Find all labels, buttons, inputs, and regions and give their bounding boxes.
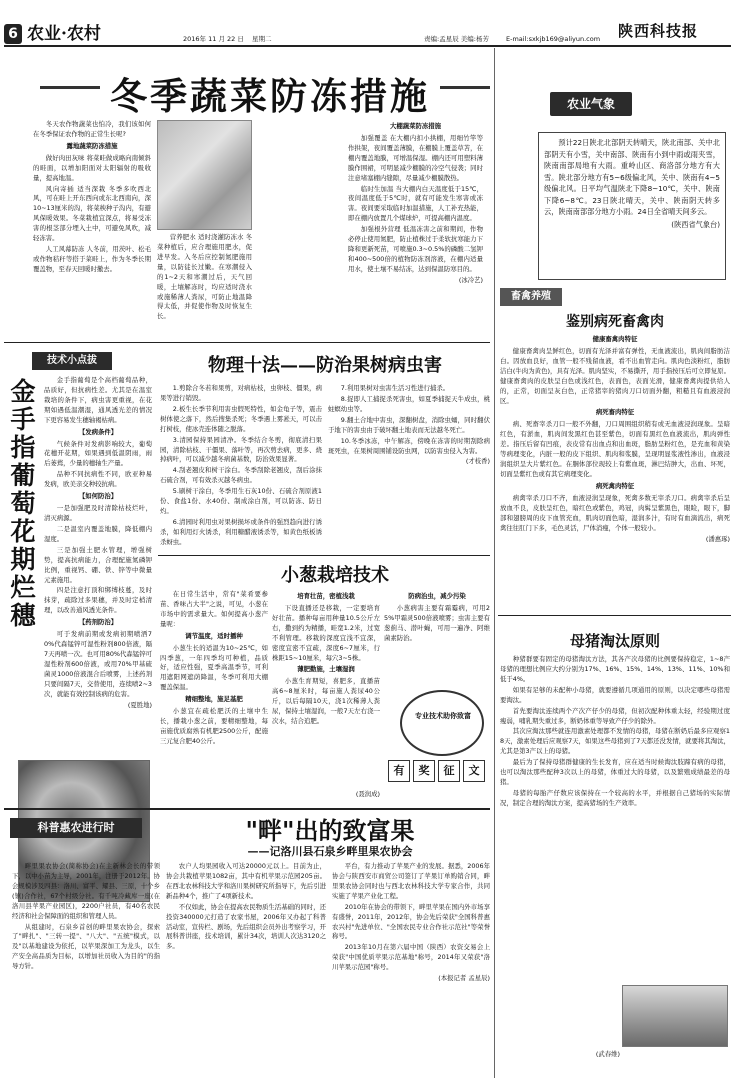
onion-byline: (聂润成) [355,790,380,798]
fruit-para: 6.清园时利用虫对果树损坏或条件的强烈趋向进行诱杀，如利用灯火诱杀，利用糖醋液诱杀等，如黄色纸板诱杀蚜虫。 [160,517,322,546]
pig-para: 首先要淘汰连续两个产次产仔少的母猪，但初次配种体重太轻，经验期过度瘦弱，哺乳期失重过多，断奶体重等导致产仔少的除外。 [500,706,730,725]
grape-subhead: 【发病条件】 [78,427,118,436]
pig-para: 如果有足够的未配种小母猪，就要遵循几项通用的原则，以决定哪些母猪需要淘汰。 [500,685,730,704]
logo-caption: 专业技术助你致富 [415,712,471,720]
header-rule [4,45,731,47]
weather-kicker: 农业气象 [550,92,632,116]
pig-para: 母猪的每胎产仔数应该保持在一个较高的水平，并根据自己猪场的实际情况，制定合理的淘汰方案，提高猪场的生产效率。 [500,788,730,807]
frost-para: 风向寄插 适当深栽 冬季多吹西北风，可在畦上开东西向或东北西南向，深10~13厘米的沟，将菜秧种子沟内，有避风保暖效果。冬菜栽植宜深点，将易受冻害的根茎部分埋入土中，可避免风吹，减轻冻害。 [33,184,151,243]
tech-para: 不仅如此，协会在提高农民物质生活基础的同时，还投资340000元打造了农家书屋，2006年又办起了科普活动室，宣传栏、剧场，先后组织会员外出考察学习，开展科普讲座，技术培训，累计34次，培训人次达3120之多。 [166,902,326,951]
writing-contest-seal [388,760,485,782]
pig-para: 种猪群要有固定的母猪淘汰方法，其各产次母猪的比例要保持稳定，1~8产母猪的理想比例应大约分别为17%、16%、15%、14%、13%、11%、10%和低于4%。 [500,655,730,683]
onion-subhead: 培育壮苗，密植浅栽 [297,592,355,600]
onion-subhead: 调节温度，适时播种 [185,631,243,640]
pig-byline: (武春维) [595,1050,620,1058]
livestock-article [500,333,730,605]
onion-article-col3 [384,590,490,690]
fruit-para: 5.刷树干涂白，冬季用生石灰10份、石硫合剂原液1份、食盐1份、水40份、制成涂白剂，可以防冻、防日灼。 [160,487,322,516]
seal-char: 有 [388,760,410,782]
onion-article-col1 [160,590,268,795]
frost-article-col4 [348,120,483,340]
tech-para: 2010年在协会的带领下，畔里苹果在国内外市场享有盛誉，2011年，2012年，协会先后荣获"全国科普惠农兴村"先进单位、"全国农民专业合作社示范社"等荣誉称号。 [332,902,490,941]
page-number: 6 [4,24,22,44]
seal-char: 奖 [413,760,435,782]
frost-para: 做好肉田灰味 将菜畦做成略向南倾斜的畦面，以增加阳面对太阳辐射的吸收量，提高地温。 [33,153,151,182]
frost-intro: 冬天农作物蔬菜也怕冷，我们该如何在冬季保证农作物的正常生长呢? [33,120,151,138]
tech-para: 畔里果农协会(简称协会)在主新林会长的带领下，以中小苗为主导，2001年，注册于2012年。协会规模涉及四县：洛川、富平、耀县、三原，十个乡(镇)合作社，67个村级分社。有千吨冷藏库一座(在洛川县苹果产业园区)，2200户社员，有40名农民经济和社会保障面的组织和管理人员。 [12,862,160,920]
frost-para: 人工风幕防冻 人冬前，用茨叶、松毛或作物秸秆等搭于菜畦上，作为冬季长期覆盖物，至春天回暖时撤去。 [33,245,151,273]
livestock-kicker: 畜禽养殖 [500,288,562,306]
grape-para: 三是加强土肥水管理，增强树势，提高抗病能力，合理配施氮磷钾比例，重视钙、硼、铁、锌等中微量元素施用。 [44,545,152,584]
weather-forecast-box [538,132,726,280]
fruit-para: 10.冬季冰冻，中午解冻，傍晚在冻害的时期刮除病斑死虫，在果树周围铺设防虫网，以防害虫侵入为害。 [328,436,490,455]
grape-byline: (夏胜地) [127,700,152,709]
frost-para: 加强根外营理 低温冻害之前和期间，作物必停止使用氮肥，防止植株过于柔软抗寒能力下降和更新死苗，可喷施0.3~0.5%的磷酸二氢钾和400~500倍的植物防冻剂溶液，在棚内适量用水，使土壤不易结冻，达到保温防寒目的。 [348,225,483,273]
frost-para: 加强覆盖 在大棚内扣小拱棚，用细竹竿等作拱架，夜间覆盖薄膜，在棚膜上覆盖草苫，在棚内覆盖地膜，可增温保湿。棚内还可用塑料薄膜作围裙，可明显减少棚膜的冷空气侵袭；同时注意堵塞棚内缝隙，尽量减少棚膜散热。 [348,133,483,182]
onion-article-col2 [272,590,380,795]
fruit-para: 2.板生长季节利用害虫假死特性，如金龟子等，震击树体使之落下，然后搜集杀死；冬季遇上雾凇天，可以击打树枝，使冰壳连体随之脱落。 [160,404,322,433]
grape-para: 四是注意打顶和绑缚枝蔓，及时抹芽，疏除过多果穗，并及时定梢清理，以改善通风透光条件。 [44,586,152,615]
frost-para: 营养肥水 适时浇灌防冻水 冬菜种植后，应合理施用肥水，促进早发。入冬后应控制氮肥施用量，以防徒长过嫩。在寒潮侵入的1~2天和寒潮过后，天气回暖，土壤解冻时，均应适时浇水或施稀薄人粪尿，可防止地温降得太低，并促使作物及时恢复生长。 [157,233,252,321]
weather-text: 预计22日陕北北部阴天转晴天，陕北南部、关中北部阴天有小雪，关中南部、陕南有小到中雨或雨夹雪，陕南南部局地有大雨。重岭山区、商洛部分地方有大雪。陕北部分地方有5~6级偏北风，关中、陕南有4~5级偏北风。日平均气温陕北下降8~10℃，关中、陕南下降6~8℃。23日陕北晴天，关中、陕南阴天转多云，陕南南部部分地方小雨。24日全省晴天间多云。 [544,138,720,217]
livestock-subhead: 病死禽肉特征 [595,481,635,490]
tech-rule [4,808,490,810]
pig-photo [622,985,728,1047]
frost-article-col2 [157,233,252,338]
grape-headline: 金手指葡萄花期烂穗 [10,377,36,630]
editors-line: 责编:孟星辰 美编:杨芳 [424,35,489,43]
tech-article-col3 [332,862,490,1080]
section-title: 农业·农村 [27,24,101,44]
issue-date: 2016年 11 月 22 日 [183,35,244,43]
onion-para: 在日常生活中，常有"菜肴要参苗、香味占大半"之说，可见，小葱在市场中的需求量大。如何提高小葱产量呢： [160,590,268,628]
seal-char: 文 [463,760,485,782]
livestock-subhead: 病死畜肉特征 [595,408,635,417]
pig-rule [498,615,731,616]
tech-article-col2 [166,862,326,1080]
tech-headline: "畔"出的致富果 [245,816,415,845]
frost-byline: (冰冷艺) [458,275,483,284]
livestock-para: 健康畜禽肉呈鲜红色，切面有光泽并富有弹性，无血液流出，肌肉间脂肪洁白。因放血良好，血管一般不残留血液，看不出血管走向。肌肉色淡粉红，脂肪洁白(牛肉为黄色)，具有光泽。肌肉坚实，不易撕开，用手指按压后可立即复原。健康畜禽肉的皮肤呈白色或浅红色，表面色，表面光滑，健康畜禽肉提供给人的，正常，切面呈灰白色，正常猪宰的猪肉刀口切面外翻，粗糙且有血液浸润区。 [500,346,730,405]
grape-para: 二是温室内覆盖地膜，降低棚内湿度。 [44,524,152,543]
column-rule-right [494,48,495,1078]
tech-para: 2013年10月在第六届中国（陕西）农资交易会上荣获"中国优质苹果示范基地"称号，2014年又荣获"洛川苹果示范园"称号。 [332,943,490,972]
onion-para: 小葱病害主要有霜霉病，可用25%甲霜灵500倍液喷雾；虫害主要有葱蓟马、潜叶蝇，可用一遍净、阿维菌素防治。 [384,603,490,642]
fruit-article-col1 [160,384,322,549]
onion-para: 下设直播还是移栽，一定要培育好壮苗。播种每亩用种量10.5公斤左右，撒到约为精播，畦宽1.2米，过宽不利管理。移栽的深度宜浅不宜深，密度宜密不宜疏，深度6~7厘米，行株距15~10厘米，每穴3~5株。 [272,603,380,662]
grape-para: 气候条件对发病影响较大，葡萄花穗开花期，如果遇到低温阴雨，雨后萎蔫，少量的穗轴生产量。 [44,439,152,468]
section-rule [4,342,490,343]
frost-article-col1 [33,120,151,340]
fruit-article-col2 [328,384,490,549]
onion-para: 小葱宜在疏松肥沃的土壤中生长，播栽小葱之前，要精细整地，每亩施优质腐熟有机肥2500公斤，配施三元复合肥40公斤。 [160,707,268,745]
frost-subhead-open-field: 露地蔬菜防冻措施 [66,141,118,150]
science-kicker: 科普惠农进行时 [10,818,142,838]
onion-para: 小葱生长的适温为10~25℃，如四季葱，一年四季均可种植，品质好，适应性强，夏季高温季节，可利用遮阳网遮荫降温，冬季可利用大棚覆盖保温。 [160,643,268,692]
seal-char: 征 [438,760,460,782]
main-headline: 冬季蔬菜防冻措施 [110,74,430,118]
tech-para: 从组建时，石泉乡首创的畔里果农协会，探索了"畔扎"、"三转一提"、"八大"、"五统"模式，以及"以基地建设为依托，以苹果深加工为龙头，以生产安全高品质为目标，以增加社员收入为目的"的指导方针。 [12,922,160,971]
onion-headline: 小葱栽培技术 [281,565,389,586]
weather-byline: (陕西省气象台) [671,219,720,229]
frost-subhead-greenhouse: 大棚蔬菜防冻措施 [389,122,442,130]
fruit-para: 4.刮老翘皮和树干涂白。冬季刮除老翘皮，刮后涂抹石硫合剂，可有效杀灭越冬病虫。 [160,466,322,485]
grape-para: 可于发病前期或发病初期喷洒70%代森锰锌可湿性粉剂800倍液，隔7天再喷一次。也可用80%代森锰锌可湿性粉剂600倍液，或用70%甲基硫菌灵1000倍液混合后喷雾，上述药剂只要间隔7天，交替使用，连续喷2~3次，就能有效控制该病的危害。 [44,630,152,698]
grape-para: 一是加强肥及时清除枯枝烂叶，清灭病源。 [44,504,152,522]
livestock-subhead: 健康畜禽肉特征 [592,335,638,343]
fruit-para: 8.捉即人工捕捉杀死害虫，如夏季捕捉天牛成虫，桃蛀螟幼虫等。 [328,394,490,413]
frost-article-col3 [257,120,342,340]
pig-headline: 母猪淘汰原则 [569,632,660,650]
issue-weekday: 星期二 [252,35,272,43]
grape-para: 金手指葡萄是个高档葡萄品种，品质好，但抗病性差。尤其是在温室栽培的条件下，病虫害更重视，在花期如遇低温潮湿，通风透光差的情况下更容易发生穗轴褐枯病。 [44,376,152,424]
grape-subhead: 【如何防治】 [78,492,118,501]
fruit-para: 9.翻土合地中害虫，深翻树盘，消除虫蛹，同时翻伏于地下的害虫由于破坏翻土地表而无法越冬死亡。 [328,415,490,434]
fruit-para: 1.剪除合冬若和果剪，对病枯枝，虫卵枝、僵果，病果等进行销毁。 [160,384,322,402]
grape-subhead: 【药剂防治】 [78,618,118,627]
tech-byline: (本报记者 孟星辰) [438,974,490,983]
tech-tips-kicker: 技术小点拔 [32,352,112,370]
livestock-para: 病、死畜宰杀刀口一般不外翻，刀口周围组织稍有或无血液浸润现象。呈暗红色，有淤血，肌肉间发黑红色甚至紫色，切面有黑红色血液流出，肌肉弹性差。指压后留有凹痕，表皮常有出血点和出血斑，脂肪呈粉红色，是充血和黄染等病理变化，内脏一般的皮下组织、肌肉和浆膜，呈现明显浆液性渗出，血液浸润组织呈大片紫红色。在胴体部位现较上有紫血斑，淋巴结肿大，出血、坏死，切面呈紫红色或有其它病理变化。 [500,420,730,478]
pig-para: 最后为了保持母猪群健康的生长发育，应在适当时候淘汰肢蹄有病的母猪，也可以淘汰那些配种3次以上的母猪，体重过大的母猪，以及繁殖成绩最差的母猪。 [500,758,730,787]
fruit-byline: (才枝香) [465,457,490,466]
grape-para: 品种不同抗病性不同，欧亚种易发病，欧美亲交种较抗病。 [44,470,152,489]
livestock-headline: 鉴别病死畜禽肉 [566,314,664,330]
tech-article-col1 [12,862,160,1080]
fruit-para: 7.利用果树对虫害生活习性进行捕杀。 [340,384,450,392]
grape-article [44,376,152,756]
tech-subheadline: ——记洛川县石泉乡畔里果农协会 [247,845,413,858]
editor-email: E-mail:sxkjb169@aliyun.com [506,35,601,43]
onion-subhead: 薄肥勤施，土壤湿润 [297,665,355,674]
tech-para: 平台，有力推动了苹果产业的发展。据悉，2006年协会与陕西安市商贸公司签订了苹果订单购销合同，畔里果农协会同时也与西北农林科技大学专家合作，共同实施了苹果产业化工程。 [332,862,490,900]
title-decoration-right [440,86,490,89]
onion-subhead: 精细整地，施足基肥 [185,695,243,704]
onion-subhead: 防病治虫，减少污染 [408,592,466,600]
fruit-headline: 物理十法——防治果树病虫害 [208,355,442,376]
livestock-byline: (潘惠琢) [705,534,730,543]
frost-para: 临时生加温 当大棚内白天温度低于15℃，夜间温度低于5℃时，就有可能发生寒害或冻害。夜间要采取临时加温措施，人工补充热能，即在棚内放置几个煤球炉，可提高棚内温度。 [348,184,483,223]
livestock-para: 病禽宰杀刀口不齐，血液浸润呈现象，死禽多数无宰杀刀口。病禽宰杀后呈放血不良，皮肤呈红色，暗红色或紫色，鸡冠，肉髯呈紫黑色，眼睑，眼下，脚部和翅膀周的皮下血管充血，肌肉切面色暗，湿润多汁，有时有血滴流出，病死禽往往肛门下多，毛色灵活，尸体消瘦，个体一般较小。 [500,493,730,532]
fruit-para: 3.清园保持果园清净。冬季结合冬剪，彻底清扫果园，清除枯枝、干僵果、落叶等，再次剪去病，更多、烧掉病叶，可以减少越冬病菌基数，防治效果显著。 [160,435,322,464]
tech-para: 农户人均果园收入可达20000元以上。目前为止，协会共栽植苹果1082亩，其中有机苹果示范园205亩。在西北农林科技大学和洛川果树研究所指导下，先后引进新品种4个，推广了4项新技术。 [166,862,326,900]
onion-para: 小葱生育期短，喜肥多，直播苗高6~8厘米时，每亩施人粪尿40公斤，以后每隔10天，浇1次稀薄人粪尿，保持土壤湿润，一般7天左右浇一次水，结合追肥。 [272,677,380,726]
newspaper-name: 陕西科技报 [618,22,699,40]
onion-rule [158,555,490,556]
writing-contest-logo [400,690,484,756]
greenhouse-photo [157,120,252,230]
pig-para: 其次应淘汰那些就连用激素处理都不发情的母猪，母猪在断奶后最多应观察18天，激素处理后应观察7天，如果这些母猪到了7天都还没发情，就要将其淘汰，尤其是第3产以上的母猪。 [500,727,730,756]
